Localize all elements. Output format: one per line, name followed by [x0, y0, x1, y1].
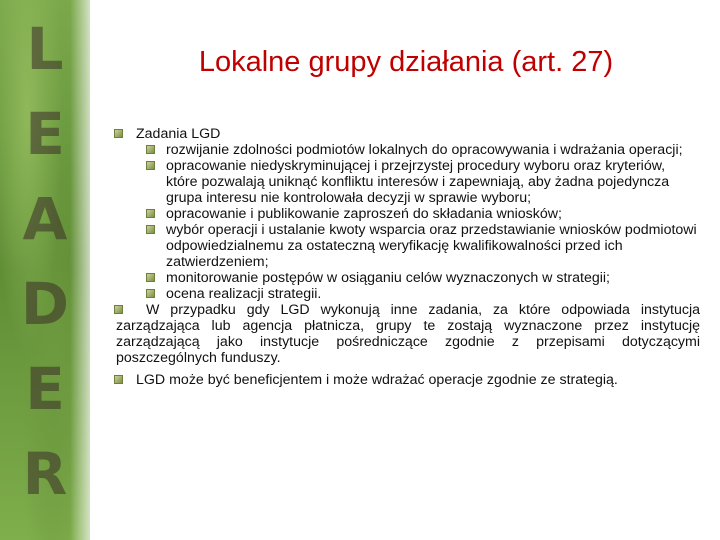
strip-fade: [70, 0, 100, 540]
subbullet-wybor: [112, 222, 700, 270]
bullet-beneficjent: [112, 372, 700, 388]
bullet-text: Zadania LGD: [136, 126, 221, 142]
bullet-marker-icon: [146, 209, 155, 218]
slide-content: [112, 126, 700, 388]
bullet-inne-zadania: [112, 302, 700, 366]
bullet-text: W przypadku gdy LGD wykonują inne zadania, za które odpowiada instytucja zarządzająca lub agencja płatnicza, grupy te zostają wyznaczone przez instytucję zarządzającą jako instytucje pośredniczące zgodnie z przepisami dotyczącymi poszczególnych funduszy.: [116, 302, 700, 366]
bullet-text: LGD może być beneficjentem i może wdrażać operacje zgodnie ze strategią.: [136, 372, 618, 388]
bullet-marker-icon: [114, 305, 123, 314]
bullet-text: rozwijanie zdolności podmiotów lokalnych do opracowywania i wdrażania operacji;: [166, 142, 683, 158]
subbullet-zaproszenia: [112, 206, 700, 222]
bullet-marker-icon: [146, 225, 155, 234]
bullet-marker-icon: [114, 375, 123, 384]
bullet-text: opracowanie i publikowanie zaproszeń do składania wniosków;: [166, 206, 562, 222]
letter-l: L: [26, 15, 64, 83]
bullet-marker-icon: [146, 145, 155, 154]
bullet-marker-icon: [146, 289, 155, 298]
bullet-zadania: [112, 126, 700, 142]
subbullet-monitorowanie: [112, 270, 700, 286]
letter-d: D: [20, 270, 70, 338]
bullet-text: ocena realizacji strategii.: [166, 286, 322, 302]
bullet-text: opracowanie niedyskryminującej i przejrzystej procedury wyboru oraz kryteriów, które pozwalają uniknąć konfliktu interesów i zapewniają, aby żadna pojedyncza grupa interesu nie kontrolowała decyzji w sprawie wyboru;: [166, 158, 670, 206]
bullet-text: wybór operacji i ustalanie kwoty wsparcia oraz przedstawianie wniosków podmiotowi odpowiedzialnemu za ostateczną weryfikację kwalifikowalności przed ich zatwierdzeniem;: [166, 222, 697, 270]
subbullet-rozwijanie: [112, 142, 700, 158]
letter-e: E: [25, 100, 65, 168]
letter-a: A: [22, 185, 68, 253]
bullet-marker-icon: [146, 161, 155, 170]
subbullet-ocena: [112, 286, 700, 302]
slide-title: Lokalne grupy działania (art. 27): [198, 46, 614, 78]
bullet-marker-icon: [114, 129, 123, 138]
letter-e-2: E: [25, 355, 65, 423]
subbullet-procedura: [112, 158, 700, 206]
letter-r: R: [22, 440, 68, 508]
bullet-text: monitorowanie postępów w osiąganiu celów wyznaczonych w strategii;: [166, 270, 610, 286]
bullet-marker-icon: [146, 273, 155, 282]
